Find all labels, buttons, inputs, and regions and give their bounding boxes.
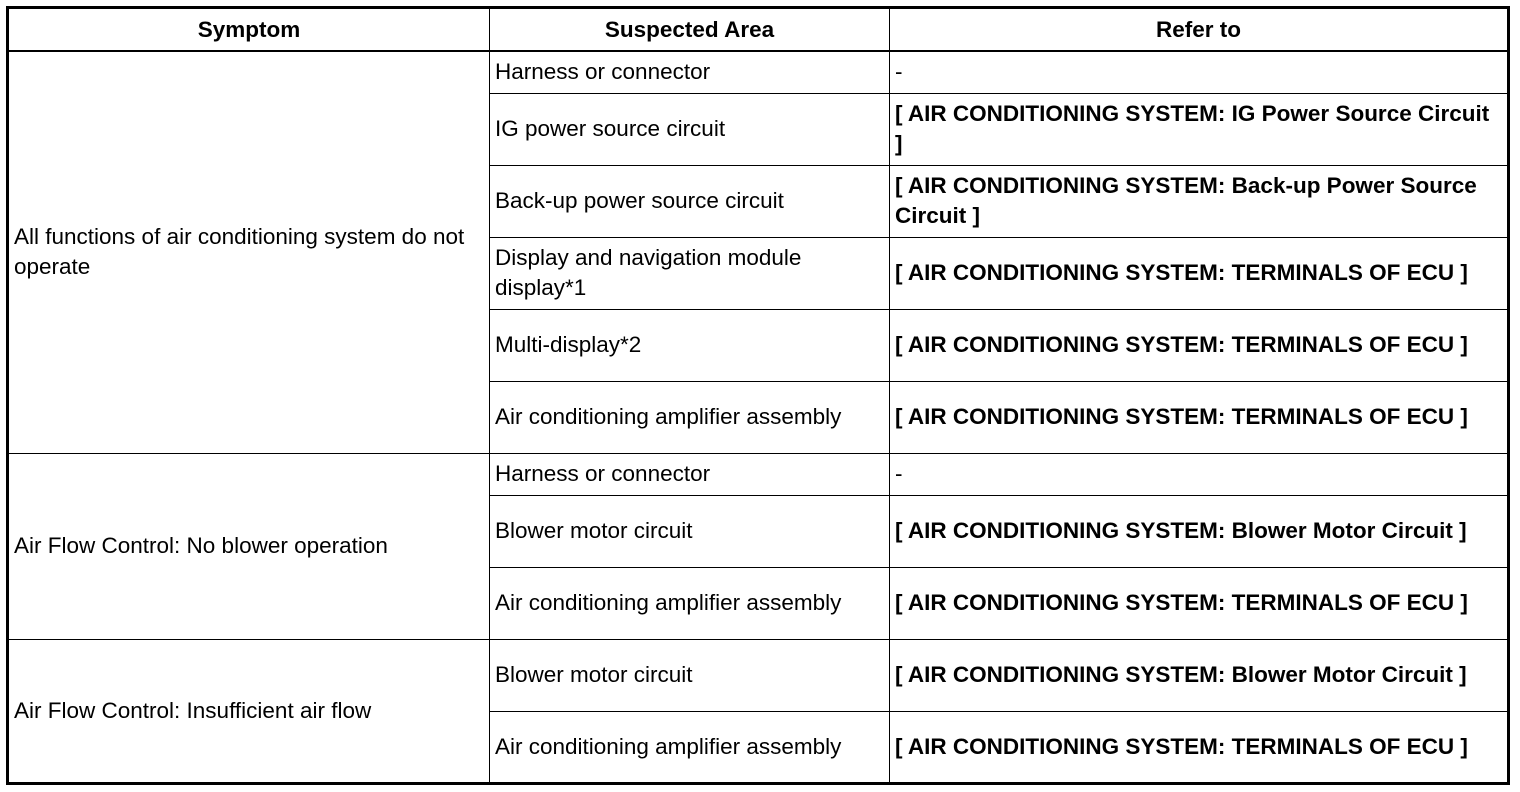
suspected-area-cell: Display and navigation module display*1: [490, 237, 890, 309]
header-suspected-area: Suspected Area: [490, 8, 890, 52]
header-row: [8, 8, 1509, 52]
refer-to-cell: -: [890, 51, 1509, 93]
table-row: [8, 51, 1509, 93]
refer-to-link[interactable]: [ AIR CONDITIONING SYSTEM: TERMINALS OF ECU ]: [890, 711, 1509, 783]
suspected-area-cell: Harness or connector: [490, 51, 890, 93]
table-row: [8, 639, 1509, 711]
refer-to-link[interactable]: [ AIR CONDITIONING SYSTEM: IG Power Source Circuit ]: [890, 93, 1509, 165]
troubleshooting-table: [6, 6, 1510, 785]
refer-to-cell: -: [890, 453, 1509, 495]
suspected-area-cell: Air conditioning amplifier assembly: [490, 381, 890, 453]
refer-to-link[interactable]: [ AIR CONDITIONING SYSTEM: TERMINALS OF ECU ]: [890, 309, 1509, 381]
symptom-cell: Air Flow Control: Insufficient air flow: [8, 639, 490, 783]
suspected-area-cell: Back-up power source circuit: [490, 165, 890, 237]
header-refer-to: Refer to: [890, 8, 1509, 52]
refer-to-link[interactable]: [ AIR CONDITIONING SYSTEM: TERMINALS OF ECU ]: [890, 567, 1509, 639]
suspected-area-cell: Blower motor circuit: [490, 495, 890, 567]
suspected-area-cell: IG power source circuit: [490, 93, 890, 165]
refer-to-link[interactable]: [ AIR CONDITIONING SYSTEM: Back-up Power Source Circuit ]: [890, 165, 1509, 237]
symptom-cell: All functions of air conditioning system do not operate: [8, 51, 490, 453]
suspected-area-cell: Air conditioning amplifier assembly: [490, 711, 890, 783]
refer-to-link[interactable]: [ AIR CONDITIONING SYSTEM: TERMINALS OF ECU ]: [890, 381, 1509, 453]
symptom-cell: Air Flow Control: No blower operation: [8, 453, 490, 639]
refer-to-link[interactable]: [ AIR CONDITIONING SYSTEM: Blower Motor Circuit ]: [890, 495, 1509, 567]
suspected-area-cell: Multi-display*2: [490, 309, 890, 381]
suspected-area-cell: Blower motor circuit: [490, 639, 890, 711]
suspected-area-cell: Air conditioning amplifier assembly: [490, 567, 890, 639]
refer-to-link[interactable]: [ AIR CONDITIONING SYSTEM: TERMINALS OF ECU ]: [890, 237, 1509, 309]
suspected-area-cell: Harness or connector: [490, 453, 890, 495]
refer-to-link[interactable]: [ AIR CONDITIONING SYSTEM: Blower Motor Circuit ]: [890, 639, 1509, 711]
header-symptom: Symptom: [8, 8, 490, 52]
table-row: [8, 453, 1509, 495]
